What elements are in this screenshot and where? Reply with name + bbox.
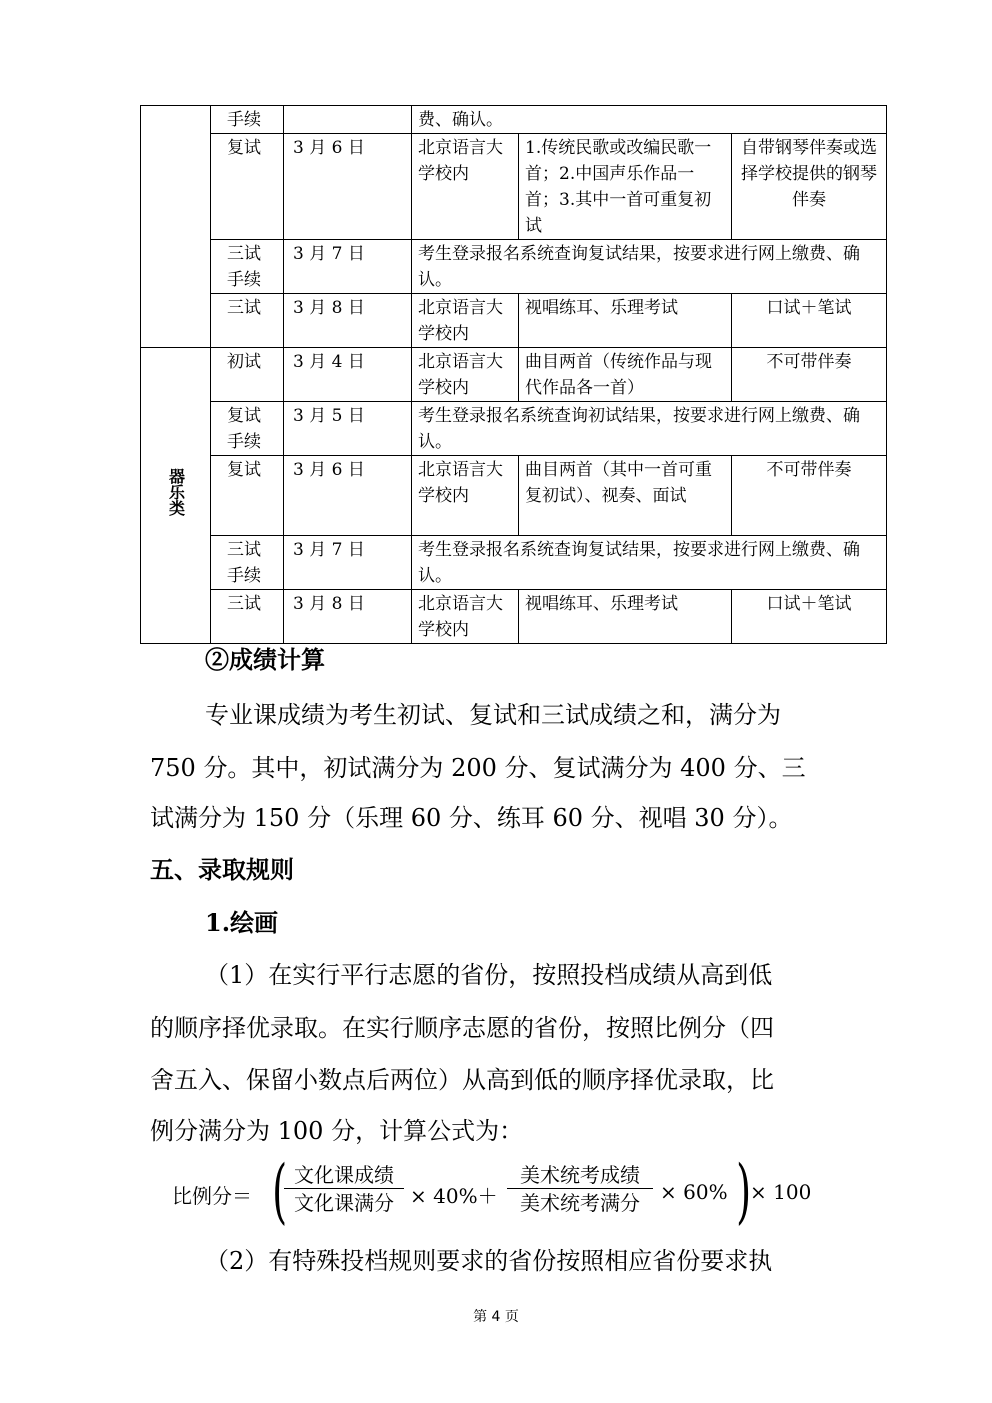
- rule-text-line: 例分满分为 100 分，计算公式为：: [150, 1117, 524, 1145]
- fraction-numerator: 美术统考成绩: [520, 1163, 640, 1187]
- category-cell-instrumental: [141, 348, 211, 644]
- content-cell: 曲目两首（传统作品与现代作品各一首）: [519, 348, 732, 402]
- formula-term: × 100: [750, 1180, 812, 1204]
- place-cell: 北京语言大学校内: [412, 590, 519, 644]
- fraction-culture: [284, 1162, 404, 1217]
- stage-cell: 复试: [211, 456, 284, 536]
- exam-schedule-table: [140, 105, 887, 644]
- merged-cell: 考生登录报名系统查询复试结果，按要求进行网上缴费、确认。: [412, 240, 887, 294]
- date-cell: 3 月 4 日: [284, 348, 412, 402]
- stage-cell: 手续: [211, 106, 284, 134]
- date-cell: 3 月 5 日: [284, 402, 412, 456]
- note-cell: 自带钢琴伴奏或选择学校提供的钢琴伴奏: [732, 134, 887, 240]
- score-text-line: 试满分为 150 分（乐理 60 分、练耳 60 分、视唱 30 分）。: [150, 804, 793, 832]
- merged-cell: 考生登录报名系统查询初试结果，按要求进行网上缴费、确认。: [412, 402, 887, 456]
- fraction-denominator: 美术统考满分: [520, 1191, 640, 1215]
- place-cell: 北京语言大学校内: [412, 456, 519, 536]
- table-row: [141, 536, 887, 590]
- page-number: 第 4 页: [473, 1309, 519, 1325]
- score-text-line: 750 分。其中，初试满分为 200 分、复试满分为 400 分、三: [150, 754, 806, 782]
- ratio-score-formula: [172, 1150, 852, 1232]
- note-cell: 不可带伴奏: [732, 456, 887, 536]
- place-cell: 北京语言大学校内: [412, 294, 519, 348]
- section-heading: 五、录取规则: [150, 855, 294, 884]
- open-paren: (: [272, 1150, 288, 1232]
- stage-cell: 三试手续: [211, 240, 284, 294]
- date-cell: 3 月 6 日: [284, 134, 412, 240]
- table-row: [141, 456, 887, 536]
- place-cell: 北京语言大学校内: [412, 348, 519, 402]
- content-cell: 1.传统民歌或改编民歌一首；2.中国声乐作品一首；3.其中一首可重复初试: [519, 134, 732, 240]
- stage-cell: 三试: [211, 590, 284, 644]
- merged-cell: 费、确认。: [412, 106, 887, 134]
- category-cell-blank: [141, 106, 211, 348]
- content-cell: 视唱练耳、乐理考试: [519, 294, 732, 348]
- score-text-line: 专业课成绩为考生初试、复试和三试成绩之和，满分为: [205, 701, 781, 729]
- rule-text-line: 的顺序择优录取。在实行顺序志愿的省份，按照比例分（四: [150, 1014, 774, 1042]
- stage-cell: 初试: [211, 348, 284, 402]
- date-cell: 3 月 8 日: [284, 294, 412, 348]
- rule-text-line: （1）在实行平行志愿的省份，按照投档成绩从高到低: [205, 961, 773, 989]
- table-row: [141, 106, 887, 134]
- table-row: [141, 294, 887, 348]
- table-row: [141, 134, 887, 240]
- close-paren: ): [736, 1150, 752, 1232]
- table-row: [141, 348, 887, 402]
- place-cell: 北京语言大学校内: [412, 134, 519, 240]
- date-cell: 3 月 8 日: [284, 590, 412, 644]
- fraction-denominator: 文化课满分: [294, 1191, 394, 1215]
- table-row: [141, 402, 887, 456]
- score-heading: ②成绩计算: [205, 645, 325, 674]
- fraction-art: [507, 1162, 653, 1217]
- content-cell: 曲目两首（其中一首可重复初试）、视奏、面试: [519, 456, 732, 536]
- formula-term: × 40%＋: [410, 1184, 498, 1208]
- date-cell: 3 月 6 日: [284, 456, 412, 536]
- table-row: [141, 240, 887, 294]
- merged-cell: 考生登录报名系统查询复试结果，按要求进行网上缴费、确认。: [412, 536, 887, 590]
- rule-text-line: 舍五入、保留小数点后两位）从高到低的顺序择优录取，比: [150, 1066, 774, 1094]
- category-label: 器乐类: [166, 467, 186, 516]
- fraction-numerator: 文化课成绩: [294, 1163, 394, 1187]
- formula-label: 比例分＝: [172, 1184, 252, 1208]
- formula-term: × 60%: [660, 1180, 728, 1204]
- stage-cell: 三试手续: [211, 536, 284, 590]
- note-cell: 口试＋笔试: [732, 590, 887, 644]
- stage-cell: 复试手续: [211, 402, 284, 456]
- content-cell: 视唱练耳、乐理考试: [519, 590, 732, 644]
- stage-cell: 复试: [211, 134, 284, 240]
- note-cell: 口试＋笔试: [732, 294, 887, 348]
- note-cell: 不可带伴奏: [732, 348, 887, 402]
- date-cell: 3 月 7 日: [284, 536, 412, 590]
- date-cell: [284, 106, 412, 134]
- stage-cell: 三试: [211, 294, 284, 348]
- table-row: [141, 590, 887, 644]
- rule-text-line: （2）有特殊投档规则要求的省份按照相应省份要求执: [205, 1247, 773, 1275]
- subsection-heading: 1.绘画: [205, 908, 279, 937]
- date-cell: 3 月 7 日: [284, 240, 412, 294]
